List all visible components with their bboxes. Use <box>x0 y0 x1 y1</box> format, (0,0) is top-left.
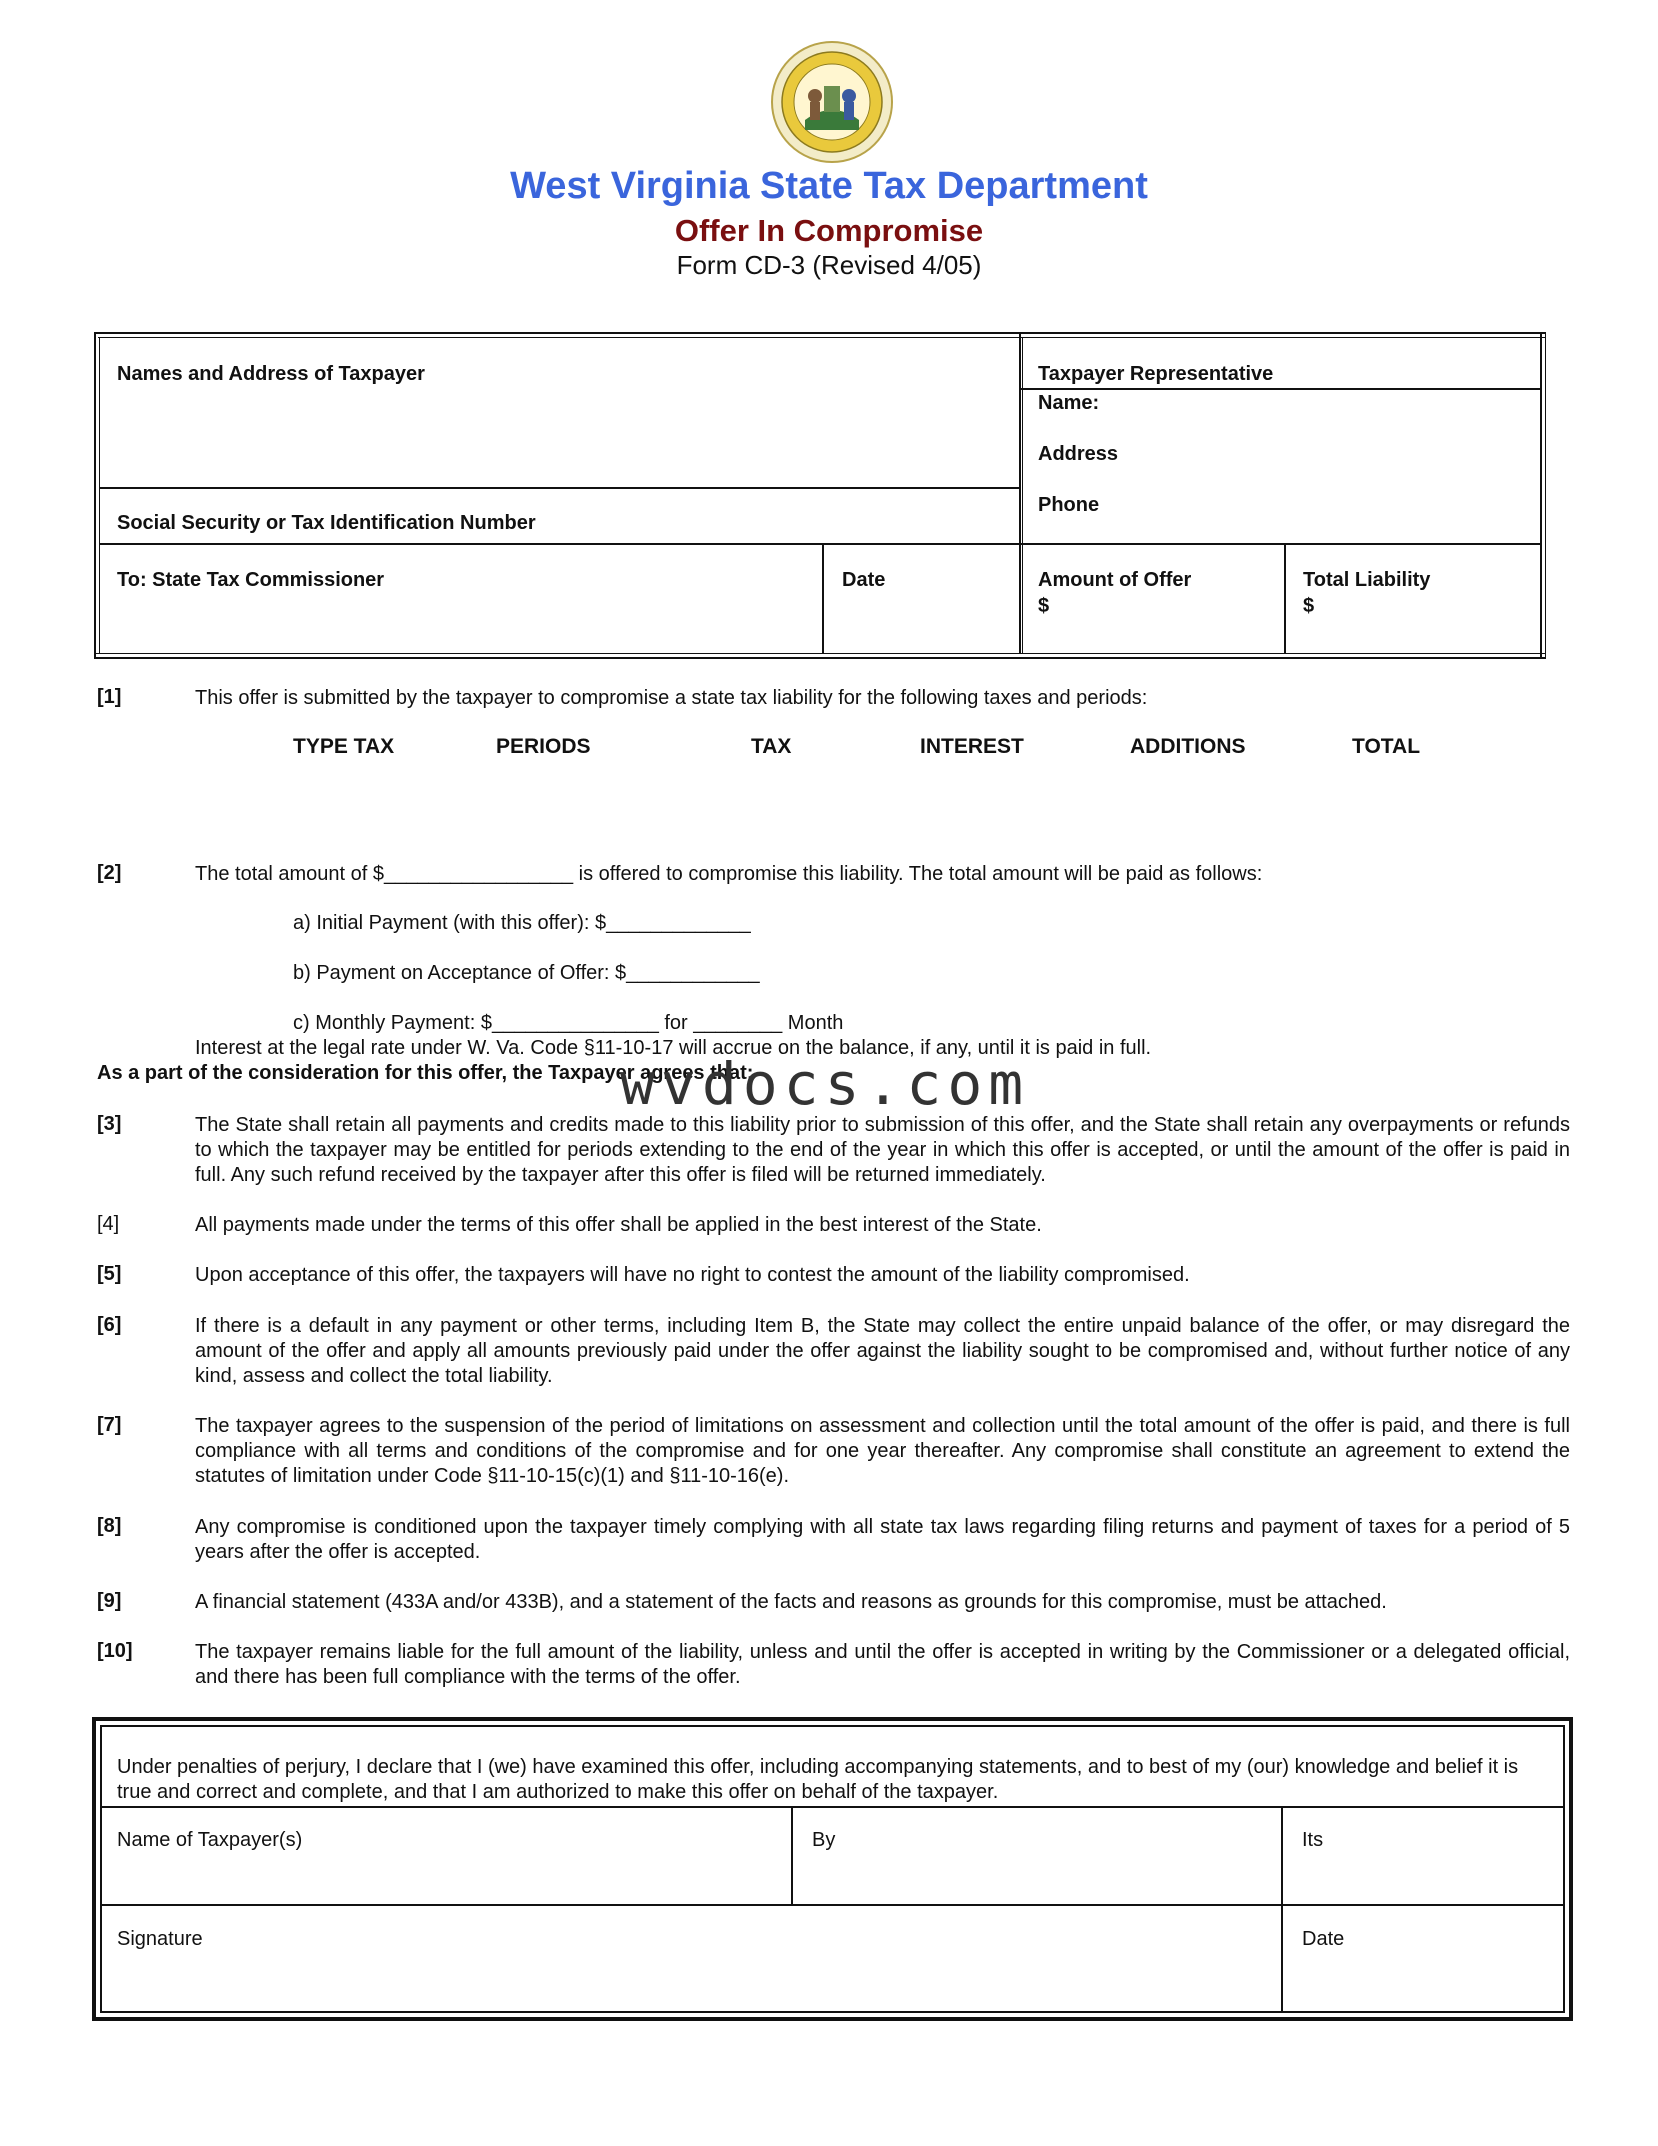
name-of-taxpayer-label: Name of Taxpayer(s) <box>117 1829 303 1851</box>
interest-note: Interest at the legal rate under W. Va. Code §11-10-17 will accrue on the balance, if any, until it is paid in full. <box>195 1037 1152 1059</box>
signature-date-label: Date <box>1302 1928 1345 1950</box>
column-header: INTEREST <box>920 735 1024 758</box>
total-liability-symbol: $ <box>1303 595 1315 617</box>
column-header: PERIODS <box>496 735 591 758</box>
item-number: [10] <box>97 1640 133 1662</box>
item-7-text: The taxpayer agrees to the suspension of the period of limitations on assessment and collection until the total amount of the offer is paid, and there is full compliance with all terms and conditions of the compromise and for one year thereafter. Any compromise shall constitute an agreement to extend the statutes of limitation under Code §11-10-15(c)(1) and §11-10-16(e). <box>195 1415 1570 1487</box>
item-5-text: Upon acceptance of this offer, the taxpayers will have no right to contest the amount of the liability compromised. <box>195 1264 1190 1286</box>
item-number: [1] <box>97 686 122 708</box>
total-liability-label: Total Liability <box>1303 569 1431 591</box>
to-commissioner: To: State Tax Commissioner <box>117 569 385 591</box>
item-number: [9] <box>97 1590 122 1612</box>
monthly-payment-line: c) Monthly Payment: $_______________ for ________ Month <box>293 1012 844 1034</box>
item-number: [7] <box>97 1414 122 1436</box>
item-3-text: The State shall retain all payments and credits made to this liability prior to submission of this offer, and the State shall retain any overpayments or refunds to which the taxpayer may be entitled for periods extending to the end of the year in which this offer is accepted, or until the amount of the offer is paid in full. Any such refund received by the taxpayer after this offer is filed will be returned immediately. <box>195 1114 1570 1186</box>
column-header: ADDITIONS <box>1130 735 1246 758</box>
form-id: Form CD-3 (Revised 4/05) <box>676 250 982 280</box>
rep-name-label: Name: <box>1038 392 1100 414</box>
initial-payment-line: a) Initial Payment (with this offer): $_____________ <box>293 912 751 934</box>
item-number: [4] <box>97 1213 120 1235</box>
item-number: [3] <box>97 1113 122 1135</box>
names-address-label: Names and Address of Taxpayer <box>117 363 425 385</box>
rep-title: Taxpayer Representative <box>1038 363 1274 385</box>
item-2-text: The total amount of $_________________ is offered to compromise this liability. The total amount will be paid as follows: <box>195 863 1263 885</box>
column-header: TAX <box>751 735 792 758</box>
date-label: Date <box>842 569 886 591</box>
item-number: [5] <box>97 1263 122 1285</box>
acceptance-payment-line: b) Payment on Acceptance of Offer: $____________ <box>293 962 760 984</box>
item-9-text: A financial statement (433A and/or 433B), and a statement of the facts and reasons as grounds for this compromise, must be attached. <box>195 1591 1387 1613</box>
item-number: [6] <box>97 1314 122 1336</box>
item-6-text: If there is a default in any payment or other terms, including Item B, the State may collect the entire unpaid balance of the offer, or may disregard the amount of the offer and apply all amounts previously paid under the offer against the liability sought to be compromised and, without further notice of any kind, assess and collect the total liability. <box>195 1315 1570 1387</box>
rep-phone-label: Phone <box>1038 494 1100 516</box>
consideration-heading: As a part of the consideration for this offer, the Taxpayer agrees that: <box>97 1062 754 1084</box>
perjury-statement: Under penalties of perjury, I declare that I (we) have examined this offer, including accompanying statements, and to best of my (our) knowledge and belief it is true and correct and complete, and that I am authorized to make this offer on behalf of the taxpayer. <box>117 1756 1519 1803</box>
its-label: Its <box>1302 1829 1324 1851</box>
item-1-text: This offer is submitted by the taxpayer to compromise a state tax liability for the following taxes and periods: <box>195 687 1148 709</box>
column-header: TOTAL <box>1352 735 1421 758</box>
item-number: [8] <box>97 1515 122 1537</box>
signature-label: Signature <box>117 1928 203 1950</box>
form-title: Offer In Compromise <box>674 213 984 248</box>
amount-offer-label: Amount of Offer <box>1038 569 1192 591</box>
item-10-text: The taxpayer remains liable for the full amount of the liability, unless and until the offer is accepted in writing by the Commissioner or a delegated official, and there has been full compliance with the terms of the offer. <box>195 1641 1570 1688</box>
department-title: West Virginia State Tax Department <box>510 165 1148 207</box>
by-label: By <box>812 1829 836 1851</box>
state-seal-logo <box>770 40 894 164</box>
ssn-label: Social Security or Tax Identification Number <box>117 512 536 534</box>
column-header: TYPE TAX <box>293 735 395 758</box>
item-number: [2] <box>97 862 122 884</box>
amount-offer-symbol: $ <box>1038 595 1050 617</box>
item-4-text: All payments made under the terms of this offer shall be applied in the best interest of the State. <box>195 1214 1042 1236</box>
watermark-text: wvdocs.com <box>620 1050 1030 1118</box>
item-8-text: Any compromise is conditioned upon the taxpayer timely complying with all state tax laws regarding filing returns and payment of taxes for a period of 5 years after the offer is accepted. <box>195 1516 1570 1563</box>
rep-address-label: Address <box>1038 443 1119 465</box>
